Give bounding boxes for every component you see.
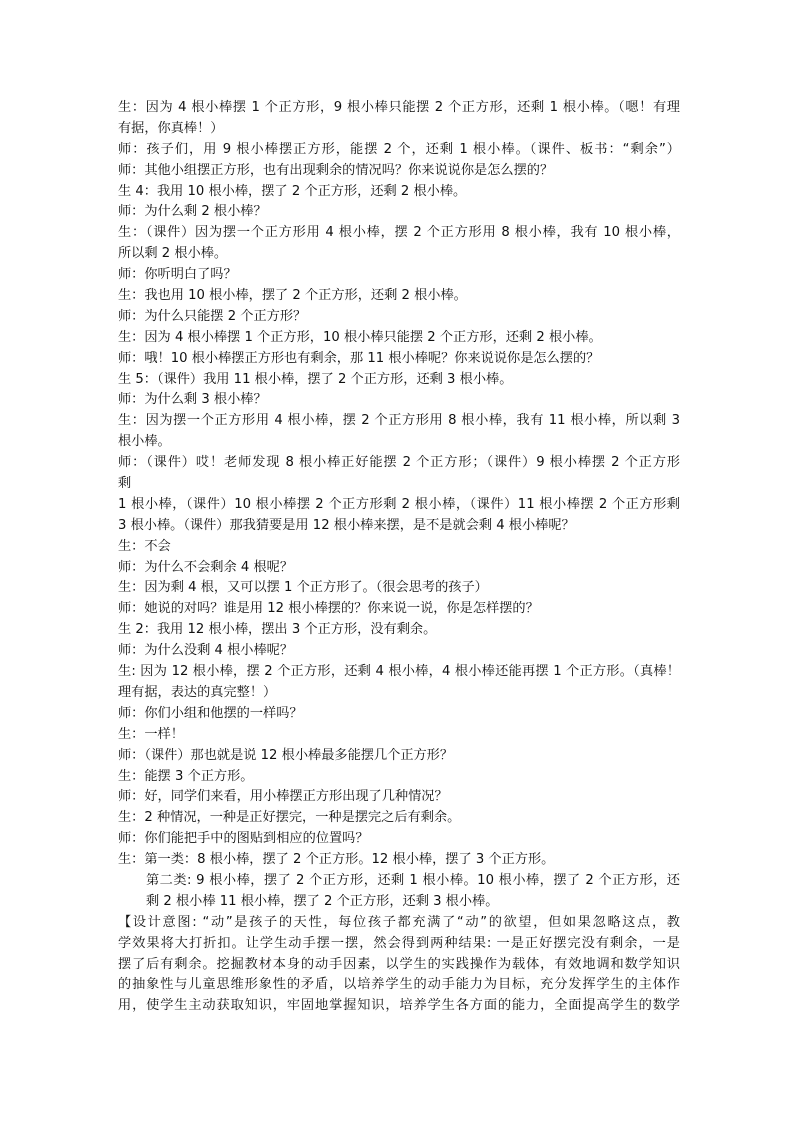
text-line: 师：（课件）那也就是说 12 根小棒最多能摆几个正方形？ bbox=[118, 747, 454, 763]
text-line: 生：不会 bbox=[118, 538, 171, 554]
text-line: 师：为什么不会剩余 4 根呢？ bbox=[118, 559, 294, 575]
text-line: 生：（课件）因为摆一个正方形用 4 根小棒，摆 2 个正方形用 8 根小棒，我有 10 根小棒， bbox=[118, 225, 680, 241]
text-line: 3 根小棒。（课件）那我猜要是用 12 根小棒来摆，是不是就会剩 4 根小棒呢？ bbox=[118, 517, 575, 533]
text-line: 师：你们能把手中的图贴到相应的位置吗？ bbox=[118, 831, 369, 847]
text-line: 剩 2 根小棒 11 根小棒，摆了 2 个正方形，还剩 3 根小棒。 bbox=[146, 893, 499, 909]
text-line: 第二类: 9 根小棒，摆了 2 个正方形，还剩 1 根小棒。10 根小棒，摆了 2 个正方形，还 bbox=[146, 872, 680, 888]
text-line: 师：你听明白了吗？ bbox=[118, 267, 237, 283]
text-line: 生 5：（课件）我用 11 根小棒，摆了 2 个正方形，还剩 3 根小棒。 bbox=[118, 371, 513, 387]
text-line: 生：2 种情况，一种是正好摆完，一种是摆完之后有剩余。 bbox=[118, 810, 461, 826]
text-line: 师：孩子们，用 9 根小棒摆正方形，能摆 2 个，还剩 1 根小棒。（课件、板书：“剩余”） bbox=[118, 141, 680, 157]
text-line: 【设计意图: “动”是孩子的天性，每位孩子都充满了“动”的欲望，但如果忽略这点，教 bbox=[118, 914, 680, 930]
text-line: 1 根小棒，（课件）10 根小棒摆 2 个正方形剩 2 根小棒，（课件）11 根小棒摆 2 个正方形剩 bbox=[118, 496, 680, 512]
text-line: 理有据，表达的真完整！） bbox=[118, 684, 277, 700]
text-line: 生：一样！ bbox=[118, 726, 184, 742]
text-line: 师：其他小组摆正方形，也有出现剩余的情况吗？你来说说你是怎么摆的？ bbox=[118, 162, 554, 178]
text-line: 剩 bbox=[118, 476, 132, 492]
text-line: 生：因为 4 根小棒摆 1 个正方形，10 根小棒只能摆 2 个正方形，还剩 2 根小棒。 bbox=[118, 329, 602, 345]
document-page bbox=[118, 98, 680, 1017]
text-line: 师：为什么只能摆 2 个正方形？ bbox=[118, 308, 307, 324]
text-line: 生：我也用 10 根小棒，摆了 2 个正方形，还剩 2 根小棒。 bbox=[118, 288, 467, 304]
text-line: 师：为什么没剩 4 根小棒呢？ bbox=[118, 643, 294, 659]
text-line: 学效果将大打折扣。让学生动手摆一摆，然会得到两种结果: 一是正好摆完没有剩余，一是 bbox=[118, 935, 680, 951]
text-line: 摆了后有剩余。挖掘教材本身的动手因素，以学生的实践操作为载体，有效地调和数学知识 bbox=[118, 956, 680, 972]
text-line: 生：因为 4 根小棒摆 1 个正方形，9 根小棒只能摆 2 个正方形，还剩 1 根小棒。（嗯！有理 bbox=[118, 100, 680, 115]
text-line: 生：能摆 3 个正方形。 bbox=[118, 768, 254, 784]
text-line: 师：为什么剩 2 根小棒？ bbox=[118, 204, 267, 220]
text-line: 根小棒。 bbox=[118, 434, 171, 450]
text-line: 的抽象性与儿童思维形象性的矛盾，以培养学生的动手能力为目标，充分发挥学生的主体作 bbox=[118, 977, 680, 993]
text-line: 师：她说的对吗？谁是用 12 根小棒摆的？你来说一说，你是怎样摆的？ bbox=[118, 601, 539, 617]
text-line: 师：你们小组和他摆的一样吗？ bbox=[118, 705, 303, 721]
text-line: 生：第一类：8 根小棒，摆了 2 个正方形。12 根小棒，摆了 3 个正方形。 bbox=[118, 852, 555, 868]
text-line: 生：因为剩 4 根，又可以摆 1 个正方形了。（很会思考的孩子） bbox=[118, 580, 488, 596]
text-line: 师：（课件）哎！老师发现 8 根小棒正好能摆 2 个正方形；（课件）9 根小棒摆 2 个正方形 bbox=[118, 455, 680, 471]
text-line: 生：因为摆一个正方形用 4 根小棒，摆 2 个正方形用 8 根小棒，我有 11 根小棒，所以剩 3 bbox=[118, 413, 680, 429]
text-line: 生: 因为 12 根小棒，摆 2 个正方形，还剩 4 根小棒，4 根小棒还能再摆 1 个正方形。（真棒！ bbox=[118, 664, 680, 680]
text-line: 师：哦！10 根小棒摆正方形也有剩余，那 11 根小棒呢？你来说说你是怎么摆的？ bbox=[118, 350, 600, 366]
text-line: 师：为什么剩 3 根小棒？ bbox=[118, 392, 267, 408]
text-line: 生 4：我用 10 根小棒，摆了 2 个正方形，还剩 2 根小棒。 bbox=[118, 183, 467, 199]
text-line: 有据，你真棒！） bbox=[118, 120, 224, 136]
text-line: 所以剩 2 根小棒。 bbox=[118, 246, 228, 262]
text-line: 生 2：我用 12 根小棒，摆出 3 个正方形，没有剩余。 bbox=[118, 622, 437, 638]
text-line: 师：好，同学们来看，用小棒摆正方形出现了几种情况？ bbox=[118, 789, 448, 805]
text-line: 用，使学生主动获取知识，牢固地掌握知识，培养学生各方面的能力，全面提高学生的数学 bbox=[118, 998, 680, 1014]
